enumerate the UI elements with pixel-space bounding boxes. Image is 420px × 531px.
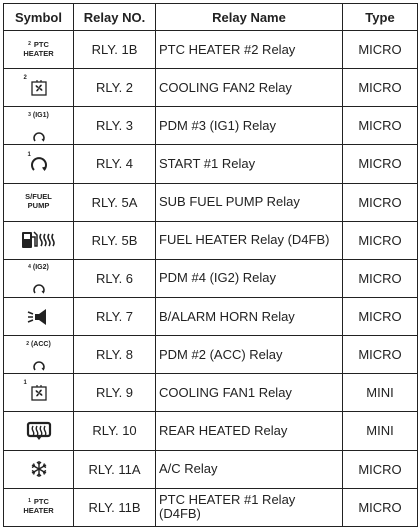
relay-no-cell: RLY. 5A	[74, 183, 156, 221]
symbol-cell	[4, 374, 74, 412]
relay-name-cell: PDM #2 (ACC) Relay	[156, 336, 343, 374]
relay-name-cell: A/C Relay	[156, 450, 343, 488]
table-row	[4, 450, 418, 488]
ptc-heater-icon	[9, 491, 69, 523]
table-row	[4, 221, 418, 259]
symbol-superscript: 1	[28, 498, 31, 505]
symbol-cell	[4, 221, 74, 259]
relay-name-cell: FUEL HEATER Relay (D4FB)	[156, 221, 343, 259]
header-relay-no: Relay NO.	[74, 4, 156, 31]
relay-no-cell: RLY. 8	[74, 336, 156, 374]
relay-name-cell: COOLING FAN1 Relay	[156, 374, 343, 412]
fuel-heater-icon	[9, 224, 69, 256]
relay-type-cell: MICRO	[343, 259, 418, 297]
symbol-cell	[4, 69, 74, 107]
relay-name-line-2: (D4FB)	[159, 506, 201, 522]
ignition-icon	[9, 110, 69, 142]
table-row	[4, 69, 418, 107]
relay-name-cell: PTC HEATER #2 Relay	[156, 31, 343, 69]
relay-type-cell: MICRO	[343, 31, 418, 69]
ac-icon	[9, 453, 69, 485]
symbol-cell	[4, 297, 74, 335]
relay-no-cell: RLY. 6	[74, 259, 156, 297]
relay-name-cell: REAR HEATED Relay	[156, 412, 343, 450]
start-icon	[9, 148, 69, 180]
relay-type-cell: MICRO	[343, 69, 418, 107]
symbol-label: (ACC)	[30, 340, 51, 348]
relay-table	[3, 3, 418, 527]
acc-icon	[9, 339, 69, 371]
table-row	[4, 183, 418, 221]
relay-name-cell: PDM #4 (IG2) Relay	[156, 259, 343, 297]
symbol-label: PTC	[33, 39, 49, 49]
relay-name-cell: COOLING FAN2 Relay	[156, 69, 343, 107]
table-row	[4, 107, 418, 145]
relay-no-cell: RLY. 7	[74, 297, 156, 335]
relay-name-cell	[156, 488, 343, 526]
symbol-superscript: 4	[28, 264, 31, 271]
symbol-cell	[4, 488, 74, 526]
symbol-cell	[4, 450, 74, 488]
relay-name-cell: START #1 Relay	[156, 145, 343, 183]
symbol-cell	[4, 183, 74, 221]
relay-name-cell: B/ALARM HORN Relay	[156, 297, 343, 335]
relay-type-cell: MINI	[343, 374, 418, 412]
cooling-fan-icon	[9, 377, 69, 409]
table-row	[4, 297, 418, 335]
table-row	[4, 259, 418, 297]
ignition-icon	[9, 262, 69, 294]
relay-type-cell: MINI	[343, 412, 418, 450]
relay-type-cell: MICRO	[343, 183, 418, 221]
table-row	[4, 374, 418, 412]
symbol-superscript: 2	[23, 74, 27, 81]
relay-no-cell: RLY. 10	[74, 412, 156, 450]
relay-name-cell: SUB FUEL PUMP Relay	[156, 183, 343, 221]
relay-type-cell: MICRO	[343, 221, 418, 259]
header-row	[4, 4, 418, 31]
table-row	[4, 336, 418, 374]
relay-no-cell: RLY. 2	[74, 69, 156, 107]
symbol-label: S/FUEL	[25, 192, 52, 202]
symbol-label: (IG1)	[32, 111, 49, 119]
symbol-label-2: HEATER	[23, 506, 54, 516]
symbol-superscript: 1	[27, 151, 31, 158]
header-relay-name: Relay Name	[156, 4, 343, 31]
sub-fuel-pump-icon	[9, 186, 69, 218]
relay-no-cell: RLY. 9	[74, 374, 156, 412]
rear-defrost-icon	[9, 415, 69, 447]
relay-no-cell: RLY. 4	[74, 145, 156, 183]
relay-name-cell: PDM #3 (IG1) Relay	[156, 107, 343, 145]
symbol-superscript: 2	[26, 340, 29, 347]
relay-no-cell: RLY. 3	[74, 107, 156, 145]
relay-no-cell: RLY. 1B	[74, 31, 156, 69]
table-row	[4, 31, 418, 69]
relay-no-cell: RLY. 5B	[74, 221, 156, 259]
header-type: Type	[343, 4, 418, 31]
symbol-cell	[4, 31, 74, 69]
relay-name-line-1: PTC HEATER #1 Relay	[159, 492, 296, 508]
table-row	[4, 145, 418, 183]
table-row	[4, 488, 418, 526]
symbol-cell	[4, 412, 74, 450]
symbol-cell	[4, 107, 74, 145]
cooling-fan-icon	[9, 72, 69, 104]
symbol-superscript: 2	[28, 40, 31, 47]
symbol-cell	[4, 259, 74, 297]
table-row	[4, 412, 418, 450]
relay-type-cell: MICRO	[343, 450, 418, 488]
symbol-cell	[4, 336, 74, 374]
symbol-label-2: PUMP	[27, 201, 50, 211]
relay-type-cell: MICRO	[343, 107, 418, 145]
symbol-label-2: HEATER	[23, 48, 54, 58]
symbol-label: PTC	[33, 497, 49, 507]
header-symbol: Symbol	[4, 4, 74, 31]
relay-type-cell: MICRO	[343, 488, 418, 526]
symbol-label: (IG2)	[32, 264, 49, 272]
symbol-superscript: 3	[28, 111, 31, 118]
symbol-superscript: 1	[23, 379, 27, 386]
relay-type-cell: MICRO	[343, 297, 418, 335]
relay-no-cell: RLY. 11A	[74, 450, 156, 488]
horn-icon	[9, 301, 69, 333]
relay-type-cell: MICRO	[343, 336, 418, 374]
relay-no-cell: RLY. 11B	[74, 488, 156, 526]
symbol-cell	[4, 145, 74, 183]
ptc-heater-icon	[9, 34, 69, 66]
relay-type-cell: MICRO	[343, 145, 418, 183]
